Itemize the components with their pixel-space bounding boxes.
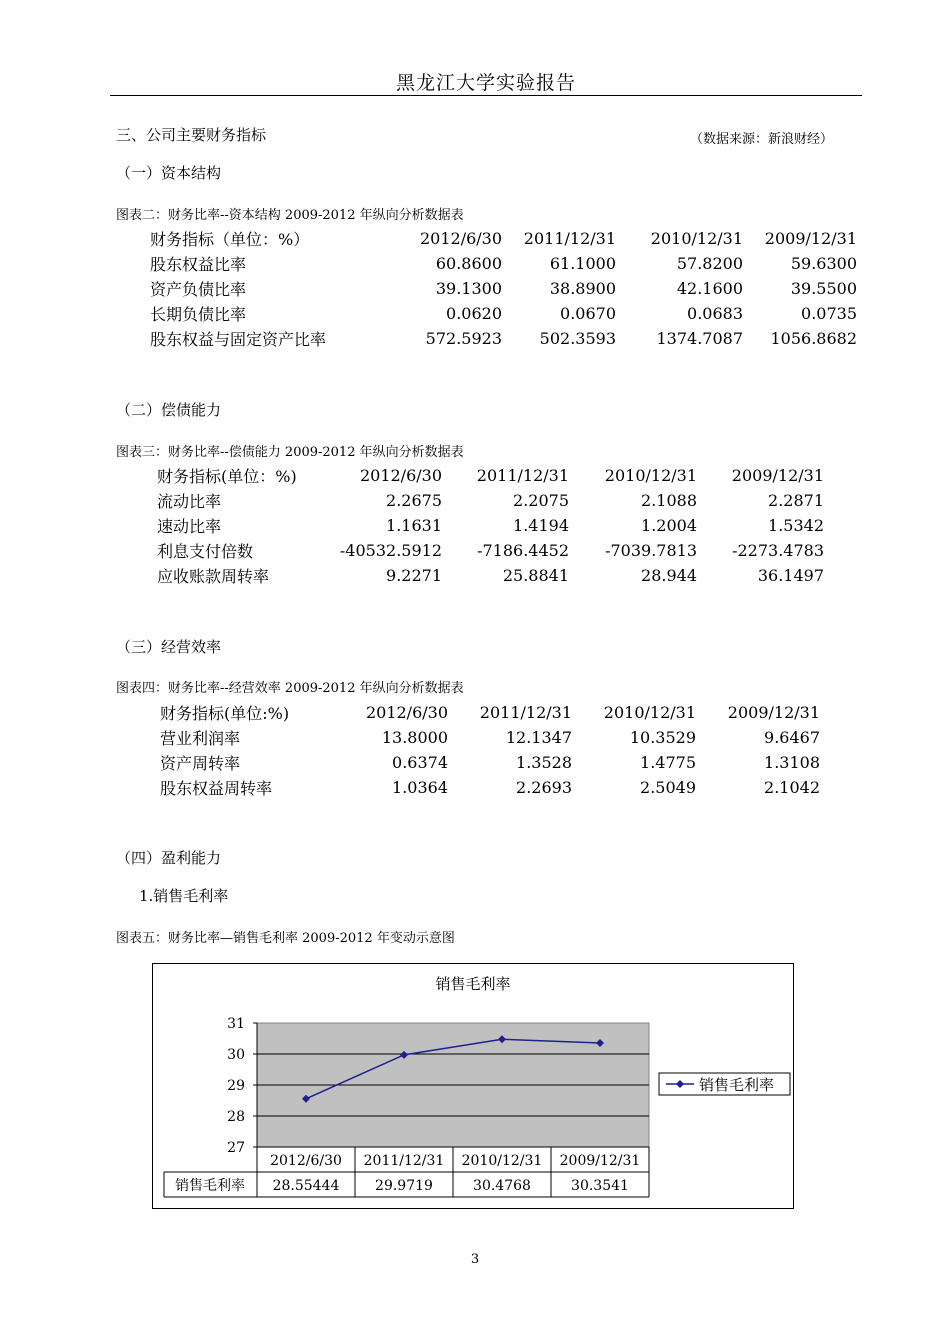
table-cell: 60.8600 bbox=[435, 254, 503, 273]
page-number: 3 bbox=[470, 1252, 480, 1267]
table-cell: 2012/6/30 bbox=[365, 703, 448, 722]
row-label: 流动比率 bbox=[157, 492, 222, 511]
table-cell: -40532.5912 bbox=[339, 541, 442, 560]
table-cell: 9.6467 bbox=[764, 728, 820, 747]
table-cell: 2.1088 bbox=[641, 491, 697, 510]
table-cell: 2010/12/31 bbox=[604, 466, 697, 485]
table-cell: 2009/12/31 bbox=[764, 229, 858, 248]
table-cell: -7039.7813 bbox=[605, 541, 697, 560]
table-cell: 2.2075 bbox=[513, 491, 569, 510]
table-cell: 59.6300 bbox=[790, 254, 858, 273]
table-cell: 0.6374 bbox=[392, 753, 448, 772]
table-row bbox=[150, 326, 857, 351]
table-cell: 2012/6/30 bbox=[419, 229, 503, 248]
row-label: 股东权益比率 bbox=[150, 255, 247, 274]
table-cell: 2010/12/31 bbox=[650, 229, 744, 248]
table-cell: 1056.8682 bbox=[770, 329, 858, 348]
table-cell: -2273.4783 bbox=[732, 541, 824, 560]
table-cell: 2012/6/30 bbox=[359, 466, 442, 485]
table-cell: 2.2871 bbox=[768, 491, 824, 510]
row-label: 财务指标（单位：%） bbox=[150, 230, 310, 249]
table-cell: 502.3593 bbox=[539, 329, 617, 348]
table-series-name: 销售毛利率 bbox=[175, 1178, 245, 1194]
table-cell: 1.2004 bbox=[641, 516, 697, 535]
chart-caption: 图表五：财务比率—销售毛利率 2009-2012 年变动示意图 bbox=[116, 931, 455, 946]
table-cell: 572.5923 bbox=[425, 329, 503, 348]
chart-frame bbox=[152, 963, 794, 1209]
table-cell: 9.2271 bbox=[386, 566, 442, 585]
table-row bbox=[150, 276, 857, 301]
chart-title: 销售毛利率 bbox=[435, 975, 511, 993]
table-cell: 2011/12/31 bbox=[476, 466, 569, 485]
table-cell: 2.1042 bbox=[764, 778, 820, 797]
table-row bbox=[157, 563, 824, 588]
x-category-label: 2010/12/31 bbox=[461, 1153, 543, 1169]
efficiency-table bbox=[160, 700, 820, 800]
table-row bbox=[157, 488, 824, 513]
table-cell: 13.8000 bbox=[381, 728, 448, 747]
table-cell: 1.3528 bbox=[516, 753, 572, 772]
x-category-label: 2009/12/31 bbox=[559, 1153, 641, 1169]
row-label: 资产负债比率 bbox=[150, 280, 247, 299]
table-cell: 1.4775 bbox=[640, 753, 696, 772]
table-header-row bbox=[160, 700, 820, 725]
table-cell: 28.944 bbox=[641, 566, 697, 585]
table-cell: -7186.4452 bbox=[477, 541, 569, 560]
subsection-title: （二）偿债能力 bbox=[116, 401, 222, 419]
row-label: 资产周转率 bbox=[160, 754, 241, 773]
table-cell: 38.8900 bbox=[549, 279, 617, 298]
table-header-row bbox=[157, 463, 824, 488]
data-label: 30.4768 bbox=[473, 1178, 531, 1194]
table-cell: 2011/12/31 bbox=[479, 703, 572, 722]
y-tick-label: 27 bbox=[227, 1140, 245, 1156]
y-tick-label: 29 bbox=[227, 1078, 245, 1094]
table-cell: 57.8200 bbox=[676, 254, 744, 273]
data-source: （数据来源：新浪财经） bbox=[690, 132, 834, 147]
section-title: 三、公司主要财务指标 bbox=[116, 126, 267, 144]
table-row bbox=[150, 251, 857, 276]
capital-structure-table bbox=[150, 226, 857, 351]
table-cell: 2011/12/31 bbox=[523, 229, 617, 248]
row-label: 财务指标(单位:%) bbox=[160, 704, 290, 723]
x-category-label: 2012/6/30 bbox=[270, 1153, 342, 1169]
row-label: 应收账款周转率 bbox=[157, 567, 270, 586]
table-cell: 0.0670 bbox=[560, 304, 617, 323]
table-caption: 图表二：财务比率--资本结构 2009-2012 年纵向分析数据表 bbox=[116, 208, 464, 223]
table-cell: 2.5049 bbox=[640, 778, 696, 797]
table-cell: 1.0364 bbox=[392, 778, 448, 797]
solvency-table bbox=[157, 463, 824, 588]
table-row bbox=[160, 725, 820, 750]
table-cell: 39.5500 bbox=[790, 279, 858, 298]
y-tick-label: 28 bbox=[227, 1109, 245, 1125]
table-cell: 2.2693 bbox=[516, 778, 572, 797]
table-cell: 2.2675 bbox=[386, 491, 442, 510]
y-tick-label: 30 bbox=[227, 1047, 245, 1063]
table-cell: 1.1631 bbox=[386, 516, 442, 535]
table-cell: 36.1497 bbox=[757, 566, 824, 585]
legend-label: 销售毛利率 bbox=[699, 1076, 775, 1094]
table-header-row bbox=[150, 226, 857, 251]
table-cell: 2010/12/31 bbox=[603, 703, 696, 722]
row-label: 利息支付倍数 bbox=[157, 542, 254, 561]
table-cell: 42.1600 bbox=[676, 279, 744, 298]
table-cell: 10.3529 bbox=[629, 728, 696, 747]
table-cell: 0.0683 bbox=[687, 304, 744, 323]
subsection-title: （四）盈利能力 bbox=[116, 849, 222, 867]
row-label: 股东权益与固定资产比率 bbox=[150, 330, 327, 349]
row-label: 长期负债比率 bbox=[150, 305, 247, 324]
data-label: 29.9719 bbox=[375, 1178, 433, 1194]
table-cell: 61.1000 bbox=[549, 254, 617, 273]
table-cell: 39.1300 bbox=[435, 279, 503, 298]
table-row bbox=[150, 301, 857, 326]
table-cell: 0.0620 bbox=[446, 304, 503, 323]
table-row bbox=[160, 750, 820, 775]
table-cell: 1.5342 bbox=[768, 516, 824, 535]
table-caption: 图表四：财务比率--经营效率 2009-2012 年纵向分析数据表 bbox=[116, 681, 464, 696]
row-label: 股东权益周转率 bbox=[160, 779, 273, 798]
table-cell: 1.3108 bbox=[764, 753, 820, 772]
table-cell: 12.1347 bbox=[505, 728, 572, 747]
table-row bbox=[157, 513, 824, 538]
table-row bbox=[157, 538, 824, 563]
table-cell: 25.8841 bbox=[502, 566, 569, 585]
table-row bbox=[160, 775, 820, 800]
y-tick-label: 31 bbox=[227, 1016, 245, 1032]
gross-margin-chart bbox=[153, 964, 793, 1208]
subsection-title: （三）经营效率 bbox=[116, 638, 222, 656]
row-label: 速动比率 bbox=[157, 517, 222, 536]
item-title: 1.销售毛利率 bbox=[139, 887, 229, 905]
page-header: 黑龙江大学实验报告 bbox=[395, 72, 576, 94]
row-label: 营业利润率 bbox=[160, 729, 241, 748]
data-label: 28.55444 bbox=[272, 1178, 340, 1194]
x-category-label: 2011/12/31 bbox=[363, 1153, 445, 1169]
header-rule bbox=[110, 95, 862, 96]
table-cell: 1374.7087 bbox=[656, 329, 744, 348]
subsection-title: （一）资本结构 bbox=[116, 164, 222, 182]
row-label: 财务指标(单位：%) bbox=[157, 467, 297, 486]
table-cell: 2009/12/31 bbox=[727, 703, 820, 722]
table-cell: 0.0735 bbox=[801, 304, 858, 323]
data-label: 30.3541 bbox=[571, 1178, 629, 1194]
table-cell: 1.4194 bbox=[513, 516, 569, 535]
table-cell: 2009/12/31 bbox=[731, 466, 824, 485]
table-caption: 图表三：财务比率--偿债能力 2009-2012 年纵向分析数据表 bbox=[116, 445, 464, 460]
